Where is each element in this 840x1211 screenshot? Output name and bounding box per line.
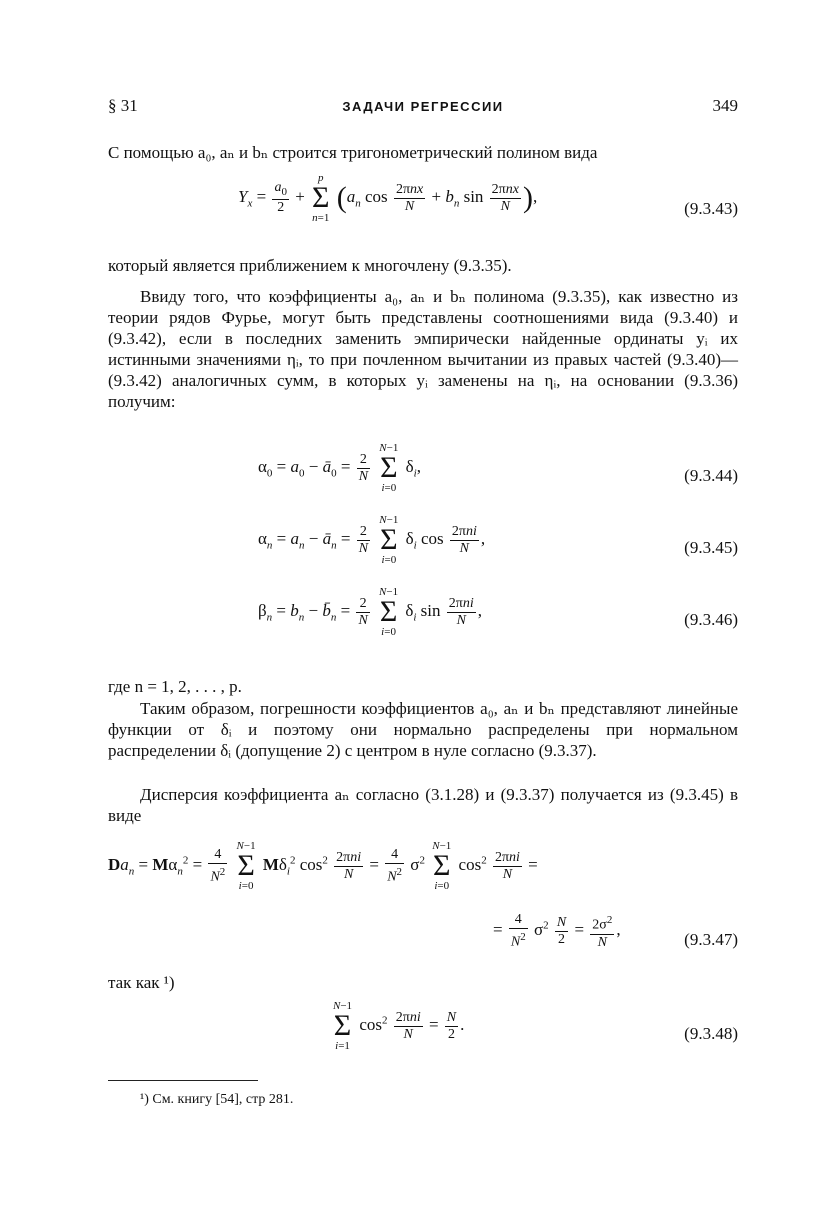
equation-9-3-43 [108,172,738,252]
intro-line: С помощью a₀, aₙ и bₙ строится тригонометрический полином вида [108,143,598,162]
equation-label: (9.3.45) [684,538,738,557]
where-line: где n = 1, 2, . . . , p. [108,677,242,696]
section-number: § 31 [108,96,138,115]
formula-43: $Y_x$ = $\frac{a_0}{2}$ + p Σ n=1 ($a_n$ cos $\frac{\text{2πnx}}{N}$ + $b_n$ sin $\frac{\text{2πnx}}{N}$ ), [238,172,538,224]
formula-48: N−1 Σ i=1 $\cos^2$ $\frac{\text{2πni}}{N}$ = $\frac{N}{2}$ . [333,1000,465,1052]
formula-46: $\beta_n = b_n$ − $b̄_n$ = $\frac{2}{N}$ N−1 Σ i=0 $\delta_i$ sin $\frac{\text{2πni}}{N}$ , [258,586,482,638]
equation-9-3-48 [108,1000,738,1066]
formula-44: $\alpha_0 = a_0$ − $ā_0$ = $\frac{2}{N}$ N−1 Σ i=0 $\delta_i$, [258,442,421,494]
chapter-title: ЗАДАЧИ РЕГРЕССИИ [342,99,504,114]
since-line: так как ¹) [108,973,175,992]
formula-45: $\alpha_n = a_n$ − $ā_n$ = $\frac{2}{N}$ N−1 Σ i=0 $\delta_i$ cos $\frac{\text{2πni}}{N}$ , [258,514,486,566]
paragraph: Ввиду того, что коэффициенты a₀, aₙ и bₙ полинома (9.3.35), как известно из теории рядов Фурье, могут быть представлены соотношениями вида (9.3.40) и (9.3.42), если в последних заменить эмпирически найденные ординаты yᵢ их истинными значениями ηᵢ, то при почленном вычитании из правых частей (9.3.40)—(9.3.42) аналогичных сумм, в которых yᵢ заменены на ηᵢ, на основании (9.3.36) получим: [108,287,738,411]
footnote-rule [108,1080,258,1081]
running-header [108,96,738,120]
page-number: 349 [712,96,738,115]
equation-label: (9.3.44) [684,466,738,485]
text-line: который является приближением к многочлену (9.3.35). [108,256,512,275]
equation-9-3-47 [108,840,738,960]
equation-label: (9.3.43) [684,199,738,218]
equation-9-3-45 [108,514,738,580]
formula-47-line-2: = $\frac{4}{N^2}$ $\sigma^2$ $\frac{N}{2}$ = $\frac{2\sigma^2}{N}$ , [493,912,621,950]
paragraph: Дисперсия коэффициента aₙ согласно (3.1.28) и (9.3.37) получается из (9.3.45) в виде [108,785,738,825]
equation-9-3-46 [108,586,738,652]
equation-9-3-44 [108,442,738,508]
equation-label: (9.3.46) [684,610,738,629]
footnote: ¹) См. книгу [54], стр 281. [140,1092,294,1107]
equation-label: (9.3.48) [684,1024,738,1043]
formula-47-line-1: $Da_n = M\alpha_n^2$ = $\frac{4}{N^2}$ N−1 Σ i=0 $M\delta_i^2$ $\cos^2$ $\frac{\text{2πni}}{N}$ = $\frac{4}{N^2}$ $\sigma^2$ N−1 Σ i=0 $\cos^2$ $\frac{\text{2πni}}{N}$ = [108,840,538,892]
equation-label: (9.3.47) [684,930,738,949]
paragraph: Таким образом, погрешности коэффициентов a₀, aₙ и bₙ представляют линейные функции от δᵢ и поэтому они нормально распределены при нормальном распределении δᵢ (допущение 2) с центром в нуле согласно (9.3.37). [108,699,738,760]
